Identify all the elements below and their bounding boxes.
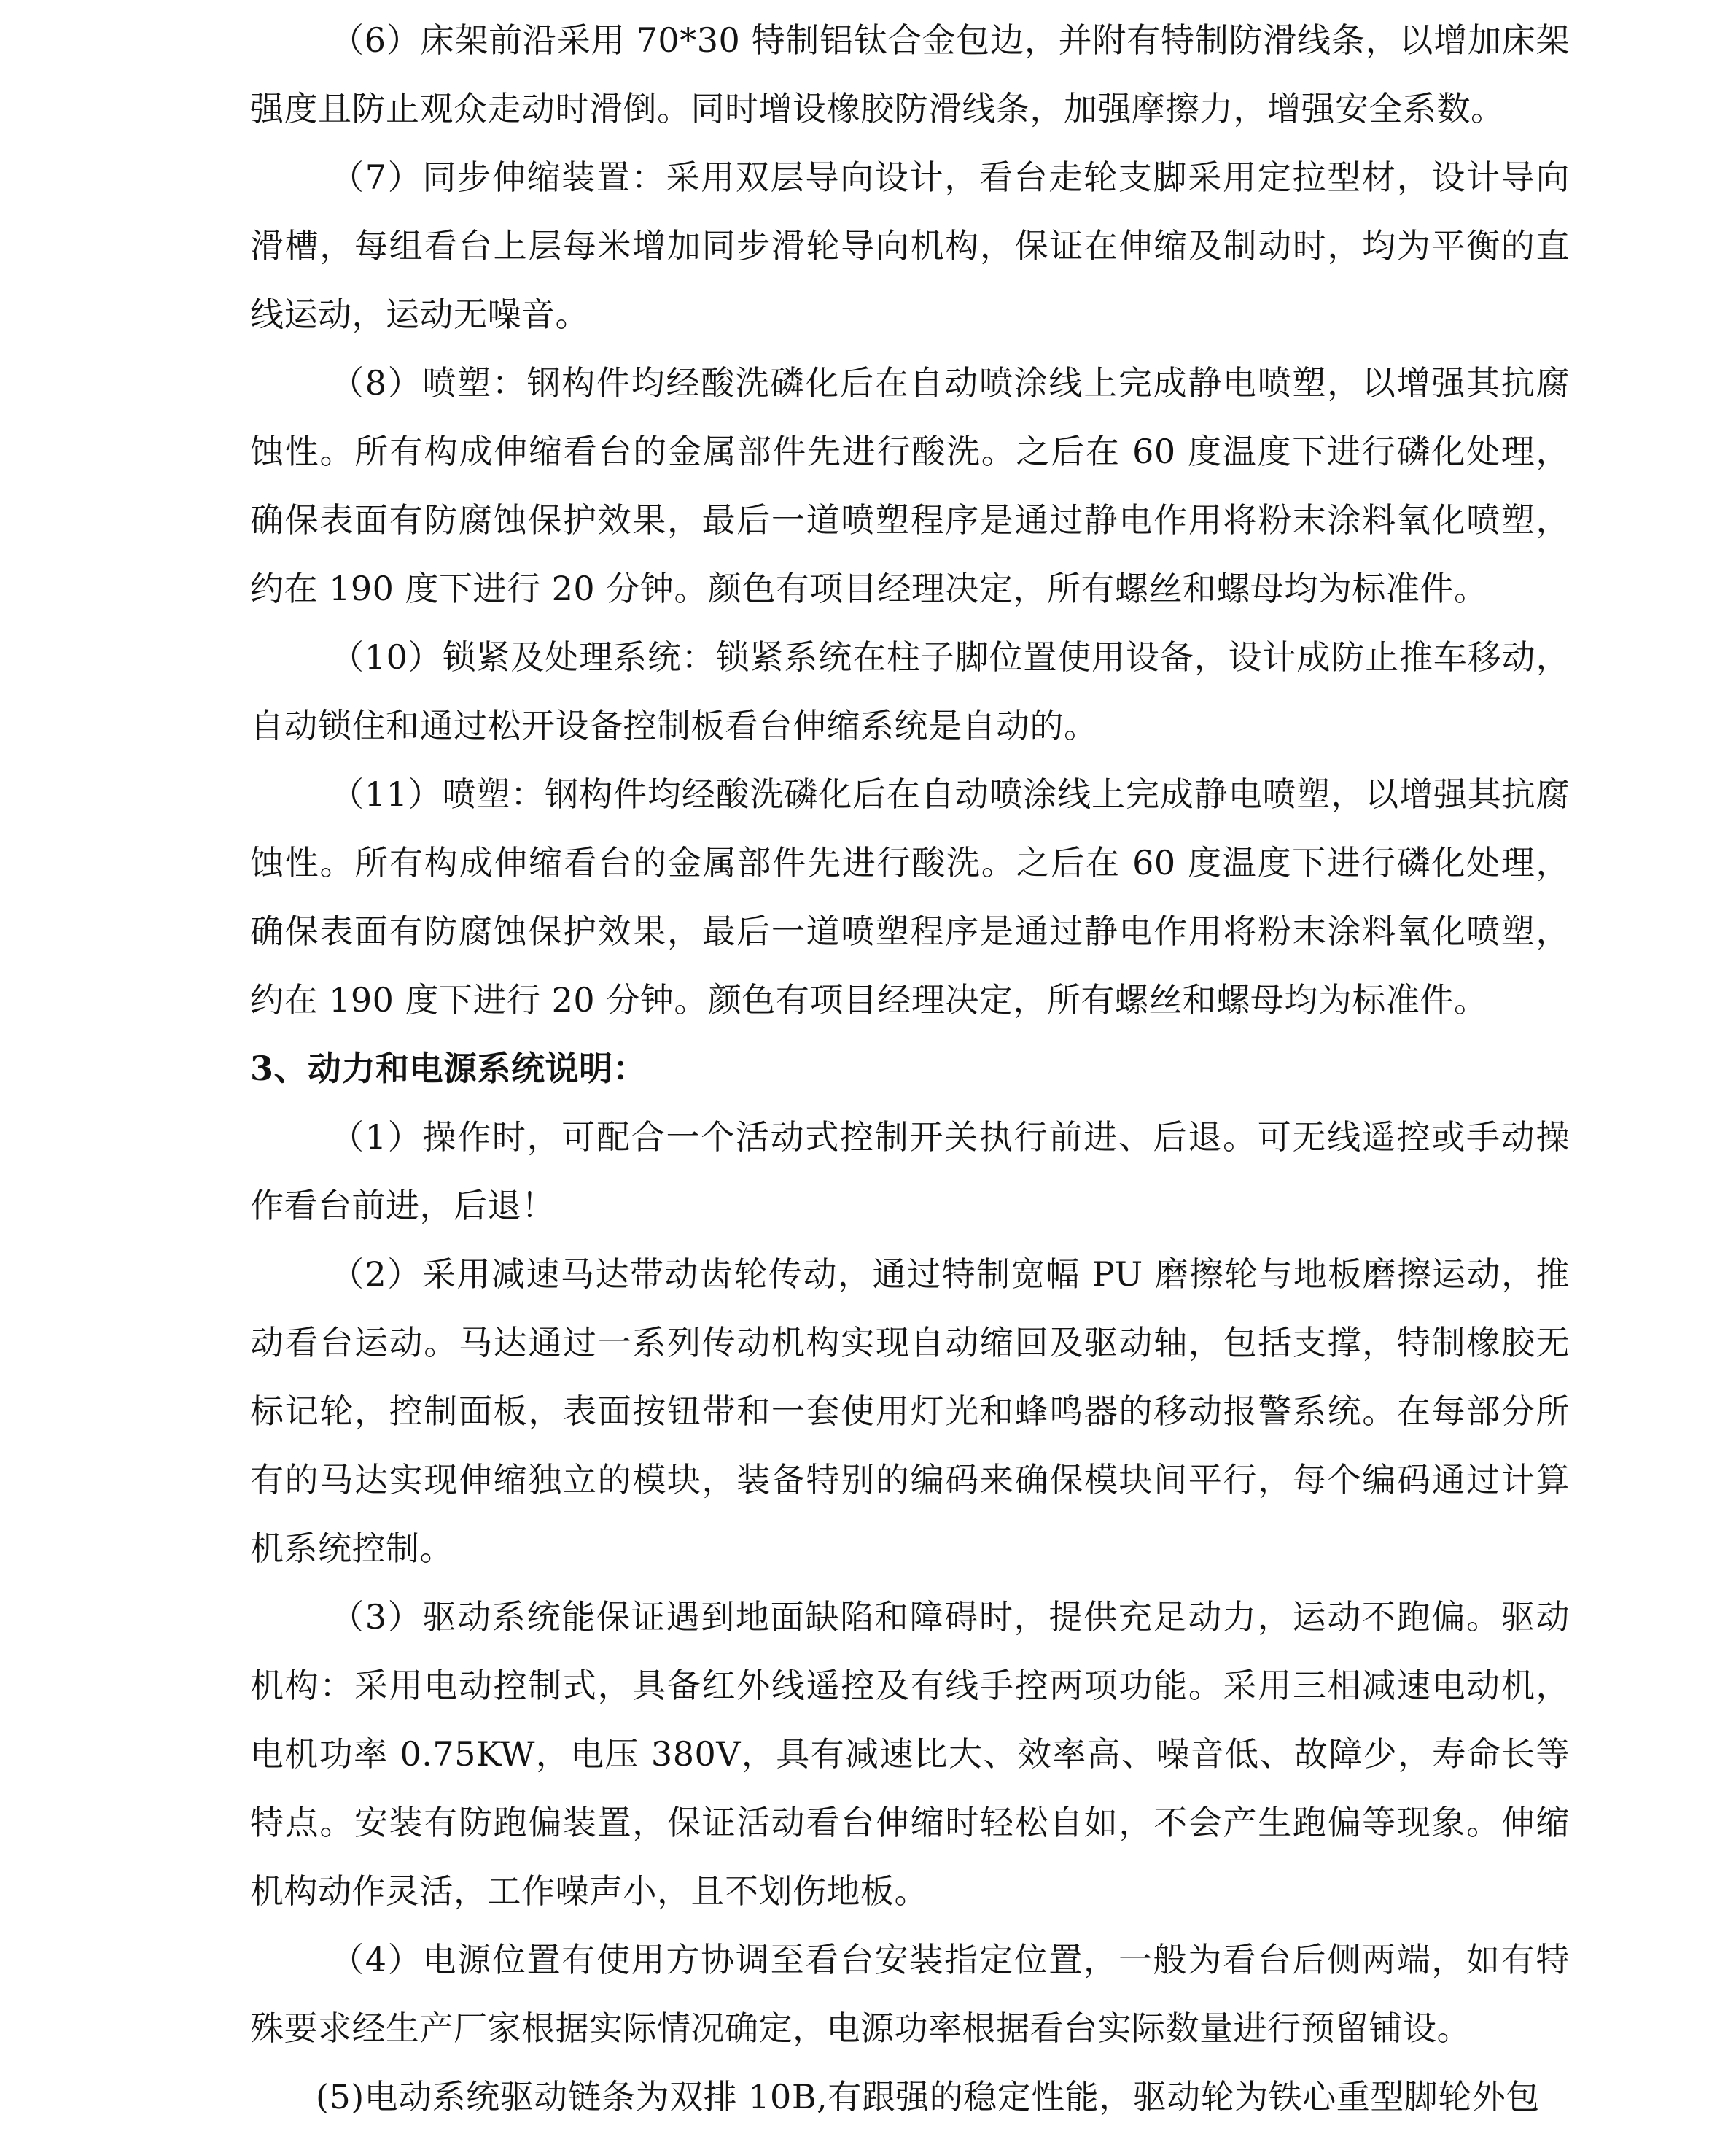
power-item-3: （3）驱动系统能保证遇到地面缺陷和障碍时，提供充足动力，运动不跑偏。驱动机构：采用电动控制式，具备红外线遥控及有线手控两项功能。采用三相减速电动机，电机功率 0.75KW，电压 380V，具有减速比大、效率高、噪音低、故障少，寿命长等特点。安装有防跑偏装置，保证活动看台伸缩时轻松自如，不会产生跑偏等现象。伸缩机构动作灵活，工作噪声小，且不划伤地板。 [250, 1597, 1570, 1911]
power-item-5: (5)电动系统驱动链条为双排 10B,有跟强的稳定性能，驱动轮为铁心重型脚轮外包 [316, 2077, 1540, 2116]
power-item-1: （1）操作时，可配合一个活动式控制开关执行前进、后退。可无线遥控或手动操作看台前进，后退！ [250, 1117, 1570, 1225]
power-item-4: （4）电源位置有使用方协调至看台安装指定位置，一般为看台后侧两端，如有特殊要求经生产厂家根据实际情况确定，电源功率根据看台实际数量进行预留铺设。 [250, 1940, 1570, 2048]
paragraph-item-10: （10）锁紧及处理系统：锁紧系统在柱子脚位置使用设备，设计成防止推车移动，自动锁住和通过松开设备控制板看台伸缩系统是自动的。 [250, 637, 1570, 745]
paragraph-item-11: （11）喷塑：钢构件均经酸洗磷化后在自动喷涂线上完成静电喷塑，以增强其抗腐蚀性。所有构成伸缩看台的金属部件先进行酸洗。之后在 60 度温度下进行磷化处理，确保表面有防腐蚀保护效果，最后一道喷塑程序是通过静电作用将粉末涂料氧化喷塑，约在 190 度下进行 20 分钟。颜色有项目经理决定，所有螺丝和螺母均为标准件。 [250, 775, 1570, 1020]
paragraph-item-8: （8）喷塑：钢构件均经酸洗磷化后在自动喷涂线上完成静电喷塑，以增强其抗腐蚀性。所有构成伸缩看台的金属部件先进行酸洗。之后在 60 度温度下进行磷化处理，确保表面有防腐蚀保护效果，最后一道喷塑程序是通过静电作用将粉末涂料氧化喷塑，约在 190 度下进行 20 分钟。颜色有项目经理决定，所有螺丝和螺母均为标准件。 [250, 363, 1570, 608]
document-body [250, 6, 1570, 2131]
power-item-2: （2）采用减速马达带动齿轮传动，通过特制宽幅 PU 磨擦轮与地板磨擦运动，推动看台运动。马达通过一系列传动机构实现自动缩回及驱动轴，包括支撑，特制橡胶无标记轮，控制面板，表面按钮带和一套使用灯光和蜂鸣器的移动报警系统。在每部分所有的马达实现伸缩独立的模块，装备特别的编码来确保模块间平行，每个编码通过计算机系统控制。 [250, 1254, 1570, 1568]
section-heading: 3、动力和电源系统说明： [250, 1049, 647, 1088]
paragraph-item-6: （6）床架前沿采用 70*30 特制铝钛合金包边，并附有特制防滑线条，以增加床架强度且防止观众走动时滑倒。同时增设橡胶防滑线条，加强摩擦力，增强安全系数。 [250, 20, 1570, 128]
paragraph-item-7: （7）同步伸缩装置：采用双层导向设计，看台走轮支脚采用定拉型材，设计导向滑槽，每组看台上层每米增加同步滑轮导向机构，保证在伸缩及制动时，均为平衡的直线运动，运动无噪音。 [250, 158, 1570, 334]
